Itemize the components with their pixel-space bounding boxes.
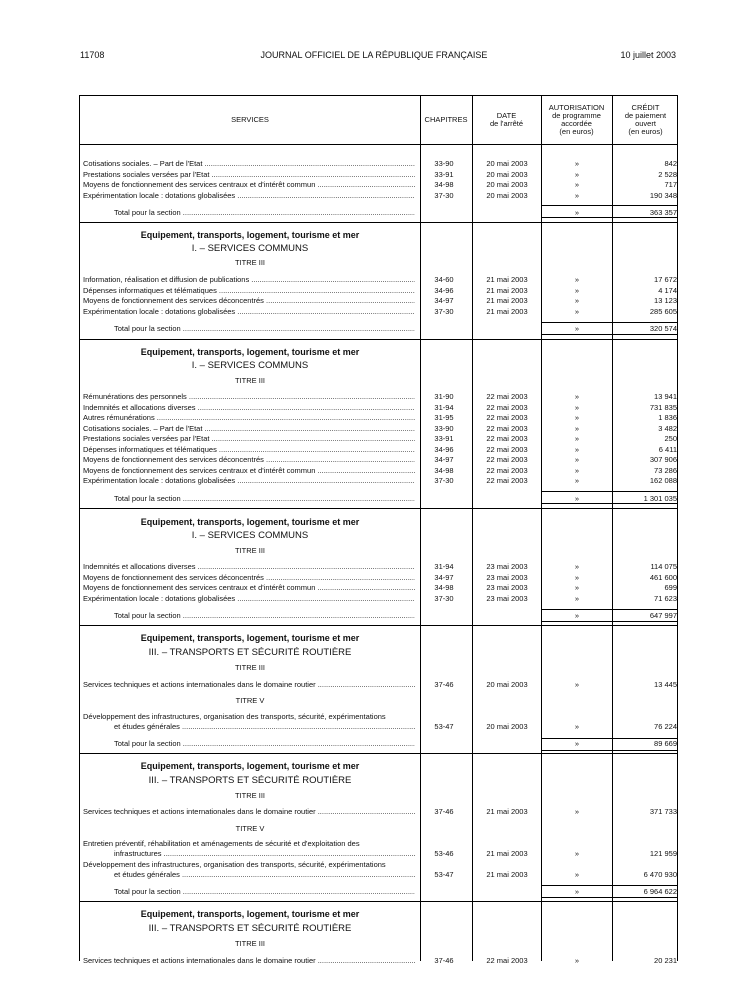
section-ministry: Equipement, transports, logement, tourisme et mer	[140, 230, 360, 240]
section-service: I. – SERVICES COMMUNS	[191, 243, 309, 254]
section-service: I. – SERVICES COMMUNS	[191, 360, 309, 371]
table-row: Expérimentation locale : dotations globalisées ..... 37-30 23 mai 2003 » 71 623	[80, 594, 679, 605]
table-row: Moyens de fonctionnement des services centraux et d'intérêt commun ..... 34-98 20 mai 2003 » 717	[80, 180, 679, 191]
table-row: et études générales ..... 53-47 21 mai 2003 » 6 470 930	[80, 870, 679, 881]
column-rule	[420, 96, 421, 961]
table-row: Cotisations sociales. – Part de l'Etat ..... 33-90 22 mai 2003 » 3 482	[80, 424, 679, 435]
section-rule	[80, 339, 677, 340]
journal-title: JOURNAL OFFICIEL DE LA RÉPUBLIQUE FRANÇAISE	[260, 50, 488, 60]
section-rule	[80, 508, 677, 509]
table-row: Moyens de fonctionnement des services centraux et d'intérêt commun ..... 34-98 23 mai 2003 » 699	[80, 583, 679, 594]
table-row: Moyens de fonctionnement des services centraux et d'intérêt commun ..... 34-98 22 mai 2003 » 73 286	[80, 466, 679, 477]
col-header-autorisation: AUTORISATION de programme accordée (en euros)	[548, 103, 605, 136]
section-titre: TITRE III	[235, 939, 265, 948]
table-row: Services techniques et actions internationales dans le domaine routier ..... 37-46 20 mai 2003 » 13 445	[80, 680, 679, 691]
table-row: Moyens de fonctionnement des services déconcentrés ..... 34-97 23 mai 2003 » 461 600	[80, 573, 679, 584]
section-rule	[80, 625, 677, 626]
section-rule	[80, 901, 677, 902]
section-titre: TITRE III	[235, 258, 265, 267]
table-row: Indemnités et allocations diverses ..... 31-94 23 mai 2003 » 114 075	[80, 562, 679, 573]
header-rule	[80, 144, 677, 145]
col-header-date: DATE de l'arrêté	[489, 111, 524, 128]
table-row: Moyens de fonctionnement des services déconcentrés ..... 34-97 22 mai 2003 » 307 906	[80, 455, 679, 466]
total-row: Total pour la section ..... » 89 669	[80, 739, 679, 750]
column-rule	[541, 96, 542, 961]
table-row: Autres rémunérations ..... 31-95 22 mai 2003 » 1 836	[80, 413, 679, 424]
credits-table	[79, 95, 678, 965]
table-row: Entretien préventif, réhabilitation et aménagements de sécurité et d'exploitation des	[83, 839, 360, 848]
section-titre: TITRE III	[235, 546, 265, 555]
table-row: Services techniques et actions internationales dans le domaine routier ..... 37-46 21 mai 2003 » 371 733	[80, 807, 679, 818]
table-row: et études générales ..... 53-47 20 mai 2003 » 76 224	[80, 722, 679, 733]
page-number: 11708	[80, 50, 105, 60]
table-row: Information, réalisation et diffusion de publications ..... 34-60 21 mai 2003 » 17 672	[80, 275, 679, 286]
section-titre: TITRE V	[235, 824, 265, 833]
section-service: III. – TRANSPORTS ET SÉCURITÉ ROUTIÈRE	[148, 775, 352, 786]
section-titre: TITRE III	[235, 791, 265, 800]
table-row: Rémunérations des personnels ..... 31-90 22 mai 2003 » 13 941	[80, 392, 679, 403]
section-service: III. – TRANSPORTS ET SÉCURITÉ ROUTIÈRE	[148, 923, 352, 934]
col-header-services: SERVICES	[231, 115, 269, 124]
section-titre: TITRE III	[235, 376, 265, 385]
section-ministry: Equipement, transports, logement, tourisme et mer	[140, 517, 360, 527]
total-row: Total pour la section ..... » 6 964 622	[80, 887, 679, 898]
section-ministry: Equipement, transports, logement, tourisme et mer	[140, 909, 360, 919]
table-row: Dépenses informatiques et télématiques ..... 34-96 22 mai 2003 » 6 411	[80, 445, 679, 456]
section-titre: TITRE V	[235, 696, 265, 705]
table-row: Expérimentation locale : dotations globalisées ..... 37-30 21 mai 2003 » 285 605	[80, 307, 679, 318]
col-header-credit: CRÉDIT de paiement ouvert (en euros)	[624, 103, 667, 136]
section-ministry: Equipement, transports, logement, tourisme et mer	[140, 761, 360, 771]
section-rule	[80, 222, 677, 223]
table-row: Moyens de fonctionnement des services déconcentrés ..... 34-97 21 mai 2003 » 13 123	[80, 296, 679, 307]
table-row: infrastructures ..... 53-46 21 mai 2003 » 121 959	[80, 849, 679, 860]
col-header-chapitres: CHAPITRES	[424, 115, 468, 124]
section-titre: TITRE III	[235, 663, 265, 672]
section-ministry: Equipement, transports, logement, tourisme et mer	[140, 347, 360, 357]
total-row: Total pour la section ..... » 363 357	[80, 208, 679, 219]
table-row: Expérimentation locale : dotations globalisées ..... 37-30 20 mai 2003 » 190 348	[80, 191, 679, 202]
section-ministry: Equipement, transports, logement, tourisme et mer	[140, 633, 360, 643]
column-rule	[472, 96, 473, 961]
section-rule	[80, 753, 677, 754]
table-row: Prestations sociales versées par l'Etat ..... 33-91 22 mai 2003 » 250	[80, 434, 679, 445]
table-row: Développement des infrastructures, organisation des transports, sécurité, expérimentations	[83, 712, 386, 721]
table-row: Services techniques et actions internationales dans le domaine routier ..... 37-46 22 mai 2003 » 20 231	[80, 956, 679, 967]
table-row: Prestations sociales versées par l'Etat ..... 33-91 20 mai 2003 » 2 528	[80, 170, 679, 181]
table-row: Développement des infrastructures, organisation des transports, sécurité, expérimentations	[83, 860, 386, 869]
table-row: Dépenses informatiques et télématiques ..... 34-96 21 mai 2003 » 4 174	[80, 286, 679, 297]
table-row: Indemnités et allocations diverses ..... 31-94 22 mai 2003 » 731 835	[80, 403, 679, 414]
total-row: Total pour la section ..... » 320 574	[80, 324, 679, 335]
issue-date: 10 juillet 2003	[620, 50, 676, 60]
section-service: I. – SERVICES COMMUNS	[191, 530, 309, 541]
section-service: III. – TRANSPORTS ET SÉCURITÉ ROUTIÈRE	[148, 647, 352, 658]
total-row: Total pour la section ..... » 1 301 035	[80, 494, 679, 505]
table-row: Expérimentation locale : dotations globalisées ..... 37-30 22 mai 2003 » 162 088	[80, 476, 679, 487]
total-row: Total pour la section ..... » 647 997	[80, 611, 679, 622]
table-row: Cotisations sociales. – Part de l'Etat ..... 33-90 20 mai 2003 » 842	[80, 159, 679, 170]
column-rule	[612, 96, 613, 961]
